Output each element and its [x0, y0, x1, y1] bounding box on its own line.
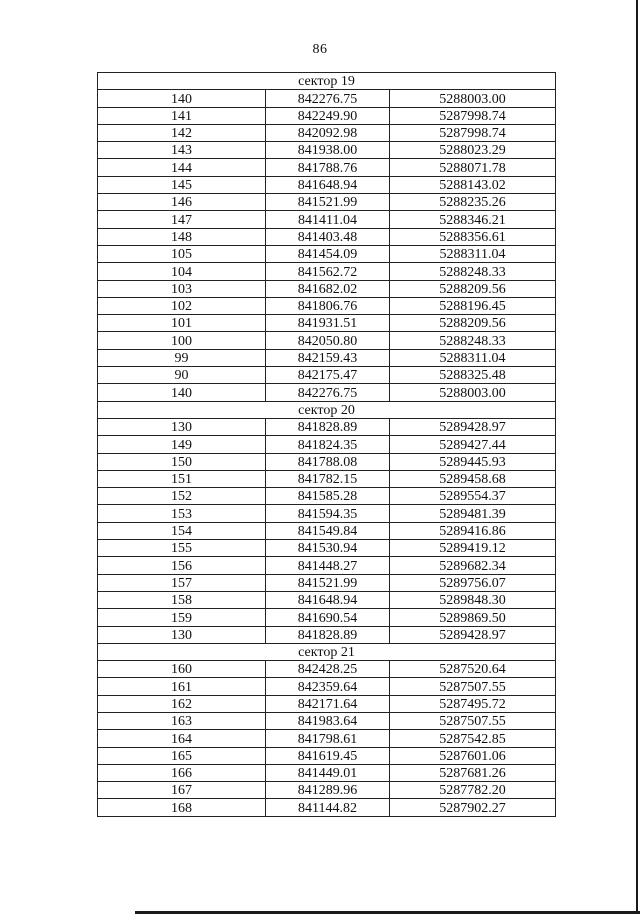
table-row: [98, 418, 556, 435]
y-coordinate-cell: 5287998.74: [390, 107, 556, 124]
x-coordinate-cell: 841594.35: [266, 505, 390, 522]
x-coordinate-cell: 842249.90: [266, 107, 390, 124]
y-coordinate-cell: 5287495.72: [390, 695, 556, 712]
x-coordinate-cell: 842276.75: [266, 384, 390, 401]
table-row: [98, 436, 556, 453]
page-number: 86: [312, 42, 328, 57]
table-row: [98, 540, 556, 557]
y-coordinate-cell: 5289554.37: [390, 488, 556, 505]
table-row: [98, 470, 556, 487]
table-row: [98, 211, 556, 228]
y-coordinate-cell: 5288209.56: [390, 280, 556, 297]
point-number-cell: 145: [98, 176, 266, 193]
point-number-cell: 104: [98, 263, 266, 280]
table-row: [98, 315, 556, 332]
x-coordinate-cell: 841449.01: [266, 764, 390, 781]
x-coordinate-cell: 842428.25: [266, 661, 390, 678]
x-coordinate-cell: 841411.04: [266, 211, 390, 228]
point-number-cell: 143: [98, 142, 266, 159]
y-coordinate-cell: 5288248.33: [390, 263, 556, 280]
x-coordinate-cell: 841798.61: [266, 730, 390, 747]
y-coordinate-cell: 5289427.44: [390, 436, 556, 453]
point-number-cell: 142: [98, 124, 266, 141]
y-coordinate-cell: 5288071.78: [390, 159, 556, 176]
x-coordinate-cell: 841806.76: [266, 297, 390, 314]
x-coordinate-cell: 841824.35: [266, 436, 390, 453]
table-row: [98, 782, 556, 799]
x-coordinate-cell: 841530.94: [266, 540, 390, 557]
x-coordinate-cell: 841648.94: [266, 591, 390, 608]
table-row: [98, 678, 556, 695]
x-coordinate-cell: 842050.80: [266, 332, 390, 349]
y-coordinate-cell: 5289458.68: [390, 470, 556, 487]
table-row: [98, 626, 556, 643]
y-coordinate-cell: 5288209.56: [390, 315, 556, 332]
sector-header-row: [98, 643, 556, 660]
y-coordinate-cell: 5288003.00: [390, 384, 556, 401]
x-coordinate-cell: 841521.99: [266, 194, 390, 211]
table-row: [98, 367, 556, 384]
table-row: [98, 297, 556, 314]
point-number-cell: 153: [98, 505, 266, 522]
x-coordinate-cell: 841144.82: [266, 799, 390, 816]
x-coordinate-cell: 841788.08: [266, 453, 390, 470]
point-number-cell: 161: [98, 678, 266, 695]
y-coordinate-cell: 5287507.55: [390, 678, 556, 695]
table-row: [98, 609, 556, 626]
table-row: [98, 712, 556, 729]
y-coordinate-cell: 5288311.04: [390, 245, 556, 262]
table-row: [98, 280, 556, 297]
point-number-cell: 167: [98, 782, 266, 799]
x-coordinate-cell: 841562.72: [266, 263, 390, 280]
table-row: [98, 730, 556, 747]
table-row: [98, 453, 556, 470]
x-coordinate-cell: 841448.27: [266, 557, 390, 574]
point-number-cell: 156: [98, 557, 266, 574]
table-row: [98, 799, 556, 816]
y-coordinate-cell: 5289419.12: [390, 540, 556, 557]
sector-title: сектор 21: [98, 643, 556, 660]
table-row: [98, 384, 556, 401]
point-number-cell: 105: [98, 245, 266, 262]
y-coordinate-cell: 5287782.20: [390, 782, 556, 799]
sector-title: сектор 20: [98, 401, 556, 418]
y-coordinate-cell: 5287601.06: [390, 747, 556, 764]
table-row: [98, 90, 556, 107]
y-coordinate-cell: 5289848.30: [390, 591, 556, 608]
x-coordinate-cell: 841648.94: [266, 176, 390, 193]
x-coordinate-cell: 841788.76: [266, 159, 390, 176]
point-number-cell: 168: [98, 799, 266, 816]
point-number-cell: 151: [98, 470, 266, 487]
sector-header-row: [98, 73, 556, 90]
x-coordinate-cell: 841828.89: [266, 626, 390, 643]
table-row: [98, 747, 556, 764]
x-coordinate-cell: 842276.75: [266, 90, 390, 107]
table-row: [98, 263, 556, 280]
point-number-cell: 144: [98, 159, 266, 176]
sector-header-row: [98, 401, 556, 418]
table-row: [98, 488, 556, 505]
y-coordinate-cell: 5287902.27: [390, 799, 556, 816]
y-coordinate-cell: 5289756.07: [390, 574, 556, 591]
y-coordinate-cell: 5288248.33: [390, 332, 556, 349]
y-coordinate-cell: 5288196.45: [390, 297, 556, 314]
table-row: [98, 159, 556, 176]
point-number-cell: 101: [98, 315, 266, 332]
y-coordinate-cell: 5288356.61: [390, 228, 556, 245]
y-coordinate-cell: 5288325.48: [390, 367, 556, 384]
y-coordinate-cell: 5287507.55: [390, 712, 556, 729]
x-coordinate-cell: 841454.09: [266, 245, 390, 262]
y-coordinate-cell: 5288235.26: [390, 194, 556, 211]
x-coordinate-cell: 841983.64: [266, 712, 390, 729]
coordinates-table-body: [98, 73, 556, 817]
point-number-cell: 141: [98, 107, 266, 124]
table-row: [98, 505, 556, 522]
table-row: [98, 557, 556, 574]
point-number-cell: 130: [98, 626, 266, 643]
sector-title: сектор 19: [98, 73, 556, 90]
point-number-cell: 140: [98, 90, 266, 107]
table-row: [98, 142, 556, 159]
x-coordinate-cell: 842175.47: [266, 367, 390, 384]
point-number-cell: 99: [98, 349, 266, 366]
point-number-cell: 162: [98, 695, 266, 712]
x-coordinate-cell: 841289.96: [266, 782, 390, 799]
x-coordinate-cell: 841619.45: [266, 747, 390, 764]
table-row: [98, 591, 556, 608]
x-coordinate-cell: 841682.02: [266, 280, 390, 297]
x-coordinate-cell: 841521.99: [266, 574, 390, 591]
point-number-cell: 160: [98, 661, 266, 678]
table-row: [98, 349, 556, 366]
table-row: [98, 332, 556, 349]
y-coordinate-cell: 5289428.97: [390, 418, 556, 435]
point-number-cell: 152: [98, 488, 266, 505]
point-number-cell: 146: [98, 194, 266, 211]
point-number-cell: 150: [98, 453, 266, 470]
y-coordinate-cell: 5288346.21: [390, 211, 556, 228]
y-coordinate-cell: 5287542.85: [390, 730, 556, 747]
y-coordinate-cell: 5289481.39: [390, 505, 556, 522]
x-coordinate-cell: 842359.64: [266, 678, 390, 695]
y-coordinate-cell: 5288003.00: [390, 90, 556, 107]
table-row: [98, 695, 556, 712]
point-number-cell: 103: [98, 280, 266, 297]
x-coordinate-cell: 841585.28: [266, 488, 390, 505]
table-row: [98, 124, 556, 141]
y-coordinate-cell: 5289416.86: [390, 522, 556, 539]
point-number-cell: 149: [98, 436, 266, 453]
point-number-cell: 100: [98, 332, 266, 349]
x-coordinate-cell: 842159.43: [266, 349, 390, 366]
table-row: [98, 661, 556, 678]
x-coordinate-cell: 841549.84: [266, 522, 390, 539]
point-number-cell: 147: [98, 211, 266, 228]
table-row: [98, 194, 556, 211]
point-number-cell: 155: [98, 540, 266, 557]
point-number-cell: 154: [98, 522, 266, 539]
y-coordinate-cell: 5289428.97: [390, 626, 556, 643]
y-coordinate-cell: 5289445.93: [390, 453, 556, 470]
x-coordinate-cell: 841931.51: [266, 315, 390, 332]
y-coordinate-cell: 5288143.02: [390, 176, 556, 193]
point-number-cell: 163: [98, 712, 266, 729]
point-number-cell: 159: [98, 609, 266, 626]
y-coordinate-cell: 5288311.04: [390, 349, 556, 366]
table-row: [98, 764, 556, 781]
x-coordinate-cell: 841403.48: [266, 228, 390, 245]
coordinates-table: [97, 72, 556, 817]
point-number-cell: 90: [98, 367, 266, 384]
point-number-cell: 130: [98, 418, 266, 435]
x-coordinate-cell: 841938.00: [266, 142, 390, 159]
y-coordinate-cell: 5289869.50: [390, 609, 556, 626]
point-number-cell: 148: [98, 228, 266, 245]
y-coordinate-cell: 5287681.26: [390, 764, 556, 781]
table-row: [98, 228, 556, 245]
x-coordinate-cell: 841828.89: [266, 418, 390, 435]
point-number-cell: 140: [98, 384, 266, 401]
x-coordinate-cell: 842171.64: [266, 695, 390, 712]
x-coordinate-cell: 841782.15: [266, 470, 390, 487]
x-coordinate-cell: 841690.54: [266, 609, 390, 626]
point-number-cell: 164: [98, 730, 266, 747]
y-coordinate-cell: 5288023.29: [390, 142, 556, 159]
table-row: [98, 574, 556, 591]
y-coordinate-cell: 5287520.64: [390, 661, 556, 678]
table-row: [98, 245, 556, 262]
point-number-cell: 165: [98, 747, 266, 764]
table-row: [98, 107, 556, 124]
y-coordinate-cell: 5287998.74: [390, 124, 556, 141]
point-number-cell: 157: [98, 574, 266, 591]
point-number-cell: 158: [98, 591, 266, 608]
point-number-cell: 166: [98, 764, 266, 781]
page-edge-right: [636, 0, 638, 914]
table-row: [98, 522, 556, 539]
point-number-cell: 102: [98, 297, 266, 314]
x-coordinate-cell: 842092.98: [266, 124, 390, 141]
table-row: [98, 176, 556, 193]
y-coordinate-cell: 5289682.34: [390, 557, 556, 574]
